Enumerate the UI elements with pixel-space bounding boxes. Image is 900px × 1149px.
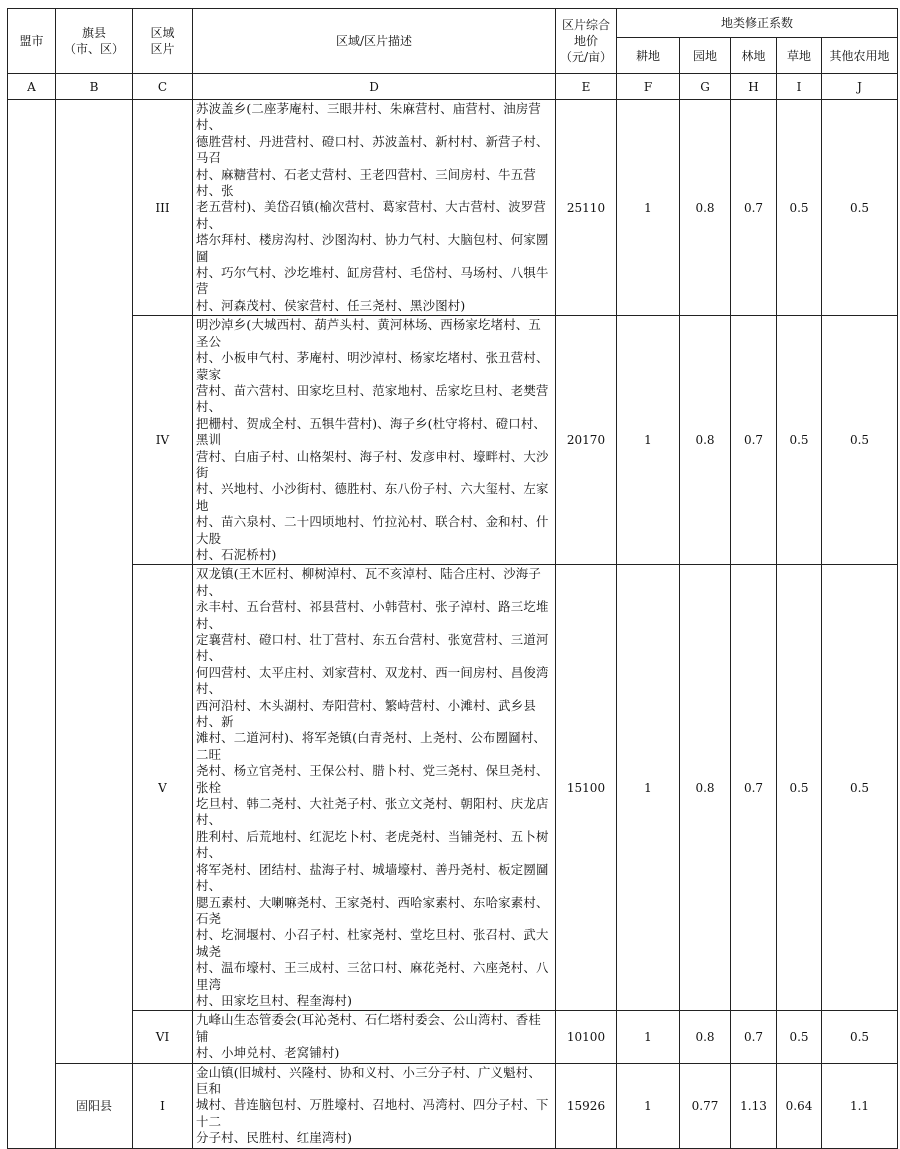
i-cell: 0.5 <box>777 1011 822 1063</box>
j-cell: 0.5 <box>822 316 898 565</box>
league-city-cell <box>8 100 56 1149</box>
f-cell: 1 <box>617 565 680 1011</box>
i-cell: 0.5 <box>777 316 822 565</box>
f-cell: 1 <box>617 316 680 565</box>
header-description: 区域/区片描述 <box>193 9 556 74</box>
g-cell: 0.8 <box>680 565 731 1011</box>
table-row <box>8 100 898 316</box>
code-cell: D <box>193 74 556 100</box>
description-cell: 金山镇(旧城村、兴隆村、协和义村、小三分子村、广义魁村、巨和 城村、昔连脑包村、万胜壕村、召地村、冯湾村、四分子村、下十二 分子村、民胜村、红崖湾村) <box>193 1063 556 1148</box>
price-cell: 15100 <box>556 565 617 1011</box>
code-row <box>8 74 898 100</box>
code-cell: I <box>777 74 822 100</box>
g-cell: 0.8 <box>680 100 731 316</box>
g-cell: 0.8 <box>680 316 731 565</box>
county-cell <box>56 100 133 1064</box>
zone-cell: III <box>133 100 193 316</box>
description-cell: 九峰山生态管委会(耳沁尧村、石仁塔村委会、公山湾村、香桂铺 村、小坤兑村、老窝铺村) <box>193 1011 556 1063</box>
description-cell: 双龙镇(王木匠村、柳树淖村、瓦不亥淖村、陆合庄村、沙海子村、 永丰村、五台营村、祁县营村、小韩营村、张子淖村、路三圪堆村、 定襄营村、磴口村、壮丁营村、东五台营村、张宽营村、三道河村、 何四营村、太平庄村、刘家营村、双龙村、西一间房村、昌俊湾村、 西河沿村、木头湖村、寿阳营村、繁峙营村、小滩村、武乡县村、新 滩村、二道河村)、将军尧镇(白青尧村、上尧村、公布圐圙村、二旺 尧村、杨立官尧村、王保公村、腊卜村、党三尧村、保旦尧村、张栓 圪旦村、韩二尧村、大社尧子村、张立文尧村、朝阳村、庆龙店村、 胜利村、后荒地村、红泥圪卜村、老虎尧村、当铺尧村、五卜树村、 将军尧村、团结村、盐海子村、城墙壕村、善丹尧村、板定圐圙村、 腮五素村、大喇嘛尧村、王家尧村、西哈家素村、东哈家素村、石尧 村、圪洞堰村、小召子村、杜家尧村、堂圪旦村、张召村、武大城尧 村、温布壕村、王三成村、三岔口村、麻花尧村、六座尧村、八里湾 村、田家圪旦村、程奎海村) <box>193 565 556 1011</box>
price-cell: 20170 <box>556 316 617 565</box>
table-row <box>8 1011 898 1063</box>
county-cell: 固阳县 <box>56 1063 133 1148</box>
i-cell: 0.5 <box>777 100 822 316</box>
i-cell: 0.5 <box>777 565 822 1011</box>
h-cell: 0.7 <box>731 565 777 1011</box>
zone-cell: IV <box>133 316 193 565</box>
f-cell: 1 <box>617 1011 680 1063</box>
table-row <box>8 565 898 1011</box>
description-cell: 苏波盖乡(二座茅庵村、三眼井村、朱麻营村、庙营村、油房营村、 德胜营村、丹进营村、磴口村、苏波盖村、新村村、新营子村、马召 村、麻糖营村、石老丈营村、王老四营村、三间房村、牛五营村、张 老五营村)、美岱召镇(榆次营村、葛家营村、大古营村、波罗营村、 塔尔拜村、楼房沟村、沙图沟村、协力气村、大脑包村、何家圐圙 村、巧尔气村、沙圪堆村、缸房营村、毛岱村、马场村、八犋牛营 村、河森茂村、侯家营村、任三尧村、黑沙图村) <box>193 100 556 316</box>
h-cell: 0.7 <box>731 100 777 316</box>
header-price: 区片综合 地价 （元/亩） <box>556 9 617 74</box>
h-cell: 0.7 <box>731 316 777 565</box>
code-cell: H <box>731 74 777 100</box>
h-cell: 1.13 <box>731 1063 777 1148</box>
code-cell: J <box>822 74 898 100</box>
price-cell: 10100 <box>556 1011 617 1063</box>
header-zone: 区域 区片 <box>133 9 193 74</box>
land-price-table <box>7 8 898 1149</box>
f-cell: 1 <box>617 1063 680 1148</box>
header-county: 旗县 （市、区） <box>56 9 133 74</box>
table-row <box>8 1063 898 1148</box>
header-league-city: 盟市 <box>8 9 56 74</box>
header-grass: 草地 <box>777 38 822 74</box>
price-cell: 25110 <box>556 100 617 316</box>
g-cell: 0.8 <box>680 1011 731 1063</box>
code-cell: B <box>56 74 133 100</box>
header-cultivated: 耕地 <box>617 38 680 74</box>
code-cell: A <box>8 74 56 100</box>
code-cell: F <box>617 74 680 100</box>
header-garden: 园地 <box>680 38 731 74</box>
h-cell: 0.7 <box>731 1011 777 1063</box>
j-cell: 1.1 <box>822 1063 898 1148</box>
zone-cell: VI <box>133 1011 193 1063</box>
j-cell: 0.5 <box>822 565 898 1011</box>
code-cell: E <box>556 74 617 100</box>
header-forest: 林地 <box>731 38 777 74</box>
i-cell: 0.64 <box>777 1063 822 1148</box>
zone-cell: V <box>133 565 193 1011</box>
table-row <box>8 316 898 565</box>
j-cell: 0.5 <box>822 1011 898 1063</box>
header-other: 其他农用地 <box>822 38 898 74</box>
header-coefficient-group: 地类修正系数 <box>617 9 898 38</box>
j-cell: 0.5 <box>822 100 898 316</box>
f-cell: 1 <box>617 100 680 316</box>
description-cell: 明沙淖乡(大城西村、葫芦头村、黄河林场、西杨家圪堵村、五圣公 村、小板申气村、茅庵村、明沙淖村、杨家圪堵村、张丑营村、蒙家 营村、苗六营村、田家圪旦村、范家地村、岳家圪旦村、老樊营村、 把栅村、贺成全村、五犋牛营村)、海子乡(杜守将村、磴口村、黑训 营村、白庙子村、山格架村、海子村、发彦申村、壕畔村、大沙街 村、兴地村、小沙街村、德胜村、东八份子村、六大玺村、左家地 村、苗六泉村、二十四顷地村、竹拉沁村、联合村、金和村、什大股 村、石泥桥村) <box>193 316 556 565</box>
zone-cell: I <box>133 1063 193 1148</box>
price-cell: 15926 <box>556 1063 617 1148</box>
code-cell: G <box>680 74 731 100</box>
g-cell: 0.77 <box>680 1063 731 1148</box>
code-cell: C <box>133 74 193 100</box>
